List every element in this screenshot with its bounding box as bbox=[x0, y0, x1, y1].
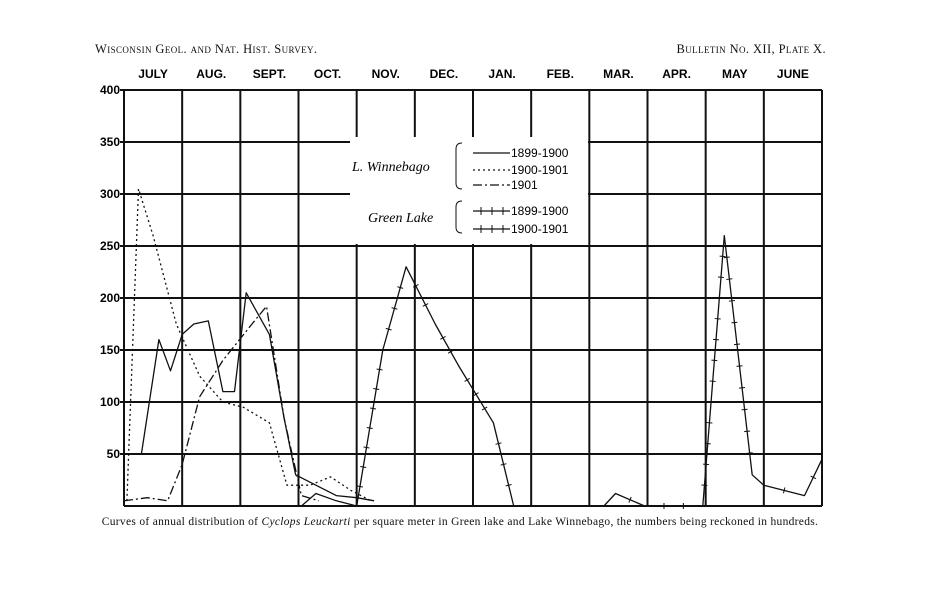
y-tick-label: 250 bbox=[99, 239, 120, 253]
series-tick-mark bbox=[739, 387, 745, 388]
series-tick-mark bbox=[364, 447, 370, 448]
series-tick-mark bbox=[370, 408, 376, 409]
y-tick-label: 400 bbox=[99, 83, 120, 97]
series-tick-mark bbox=[506, 484, 512, 485]
month-labels bbox=[138, 67, 809, 81]
caption-after: per square meter in Green lake and Lake Winnebago, the numbers being reckoned in hundreds. bbox=[350, 516, 819, 528]
y-tick-label: 100 bbox=[99, 395, 120, 409]
series-tick-mark bbox=[373, 389, 379, 390]
y-tick-label: 300 bbox=[99, 187, 120, 201]
y-tick-label: 50 bbox=[106, 447, 120, 461]
month-label: MAR. bbox=[603, 67, 634, 81]
series-tick-mark bbox=[729, 300, 735, 301]
series-tick-mark bbox=[747, 453, 753, 454]
y-tick-label: 150 bbox=[99, 343, 120, 357]
legend-entry-label: 1899-1900 bbox=[511, 146, 569, 160]
series-tick-mark bbox=[357, 486, 363, 487]
plate-header-right: Bulletin No. XII, Plate X. bbox=[676, 42, 826, 56]
series-tick-mark bbox=[737, 366, 743, 367]
series-tick-mark bbox=[726, 279, 732, 280]
caption-species: Cyclops Leuckarti bbox=[261, 516, 351, 528]
legend-entry-label: 1901 bbox=[511, 178, 538, 192]
series-tick-mark bbox=[724, 257, 730, 258]
month-label: JAN. bbox=[488, 67, 516, 81]
series-line-l-winnebago-1899-1900 bbox=[141, 293, 374, 501]
series-tick-mark bbox=[731, 322, 737, 323]
legend-group-label: Green Lake bbox=[368, 211, 434, 226]
series-tick-mark bbox=[744, 431, 750, 432]
month-label: APR. bbox=[662, 67, 691, 81]
month-label: OCT. bbox=[313, 67, 342, 81]
series-tick-mark bbox=[360, 467, 366, 468]
month-label: DEC. bbox=[429, 67, 459, 81]
y-axis-labels bbox=[100, 83, 120, 461]
series-line-green-lake-1900-1901 bbox=[604, 236, 822, 506]
month-label: NOV. bbox=[371, 67, 400, 81]
legend-entry-label: 1900-1901 bbox=[511, 163, 569, 177]
caption-before: Curves of annual distribution of bbox=[101, 516, 262, 528]
series-tick-mark bbox=[367, 428, 373, 429]
y-tick-label: 350 bbox=[99, 135, 120, 149]
month-label: MAY bbox=[721, 67, 748, 81]
series-line-l-winnebago-1901 bbox=[124, 306, 319, 501]
legend-entry-label: 1899-1900 bbox=[511, 204, 569, 218]
series-tick-mark bbox=[742, 409, 748, 410]
series-tick-mark bbox=[496, 443, 502, 444]
series-tick-mark bbox=[734, 344, 740, 345]
figure-caption bbox=[100, 516, 820, 528]
plate-header-left: Wisconsin Geol. and Nat. Hist. Survey. bbox=[95, 42, 318, 56]
month-label: JUNE bbox=[776, 67, 809, 81]
legend-group-label: L. Winnebago bbox=[352, 160, 430, 175]
month-label: AUG. bbox=[196, 67, 227, 81]
series-tick-mark bbox=[501, 464, 507, 465]
chart-legend bbox=[350, 137, 588, 244]
month-label: SEPT. bbox=[252, 67, 287, 81]
y-tick-label: 200 bbox=[99, 291, 120, 305]
month-label: JULY bbox=[138, 67, 168, 81]
month-label: FEB. bbox=[546, 67, 574, 81]
series-line-green-lake-1899-1900 bbox=[301, 267, 513, 506]
legend-entry-label: 1900-1901 bbox=[511, 222, 569, 236]
series-tick-mark bbox=[377, 369, 383, 370]
